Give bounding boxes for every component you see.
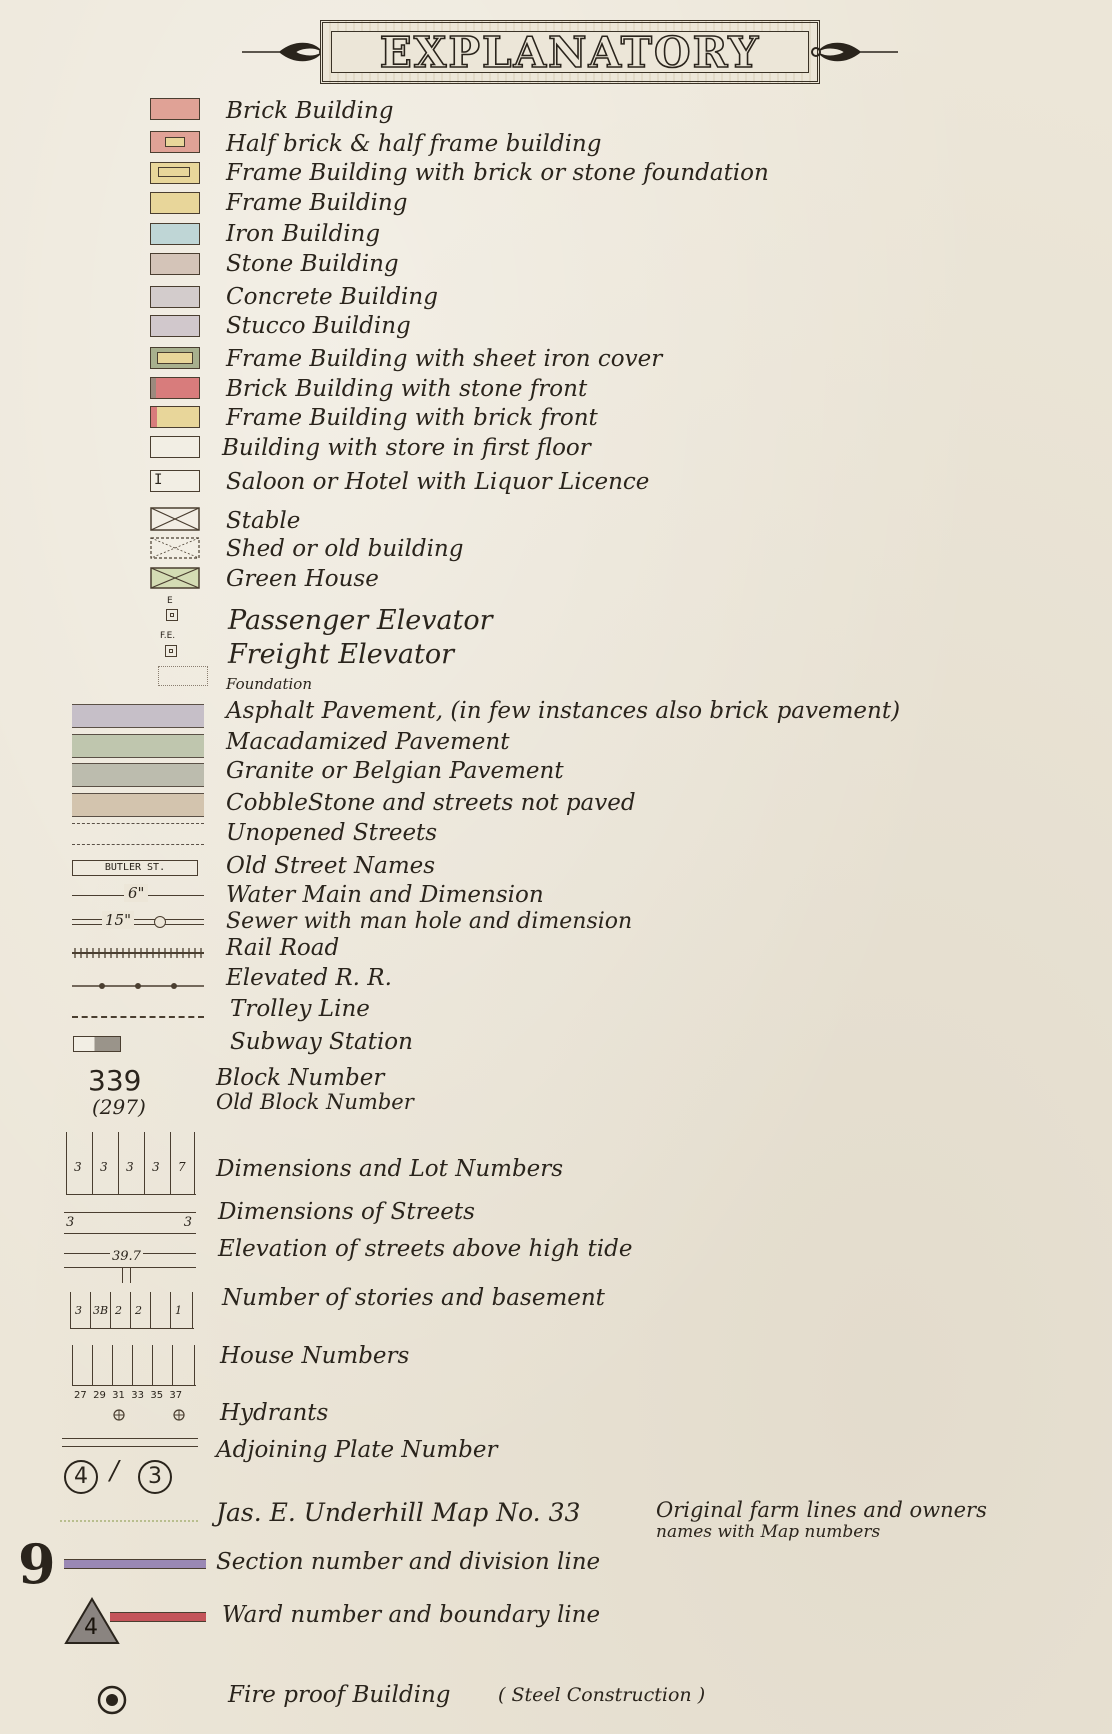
legend-label: Freight Elevator: [228, 639, 455, 670]
legend-label: Green House: [226, 566, 379, 592]
legend-label: Number of stories and basement: [222, 1285, 605, 1311]
story-mark: 3: [75, 1304, 82, 1317]
water-main-line: [72, 884, 204, 904]
lot-dimensions-icon: [66, 1132, 196, 1195]
legend-label: Concrete Building: [226, 284, 438, 310]
legend-label: Saloon or Hotel with Liquor Licence: [226, 469, 650, 495]
legend-label: Old Street Names: [226, 853, 436, 879]
stone-front-swatch: [150, 377, 200, 399]
plate-divider-mark: /: [110, 1456, 119, 1486]
legend-label: Brick Building with stone front: [226, 376, 588, 402]
half-brick-frame-swatch: [150, 131, 200, 153]
elevator-e-mark: E: [167, 596, 173, 606]
street-dimensions-icon: [64, 1212, 196, 1234]
trolley-line: [72, 1016, 204, 1018]
legend-label: Section number and division line: [216, 1549, 601, 1575]
legend-label: Passenger Elevator: [228, 605, 493, 636]
legend-label: Building with store in first floor: [222, 435, 591, 461]
legend-label: Jas. E. Underhill Map No. 33: [216, 1498, 581, 1527]
legend-label: Subway Station: [230, 1029, 413, 1055]
brick-swatch: [150, 98, 200, 120]
section-number: 9: [18, 1532, 56, 1596]
greenhouse-icon: [150, 567, 200, 589]
legend-label: Dimensions of Streets: [218, 1199, 475, 1225]
legend-label: Shed or old building: [226, 536, 464, 562]
store-swatch: [150, 436, 200, 458]
street-dimension-left: 3: [66, 1215, 75, 1230]
ward-number: 4: [84, 1615, 98, 1640]
macadam-line: [72, 734, 204, 758]
legend-label: Frame Building with brick or stone foundation: [226, 160, 769, 186]
legend-label: Frame Building with sheet iron cover: [226, 346, 663, 372]
elevated-line: [72, 979, 204, 993]
legend-label: Stucco Building: [226, 313, 411, 339]
frame-foundation-swatch: [150, 162, 200, 184]
lot-mark: 3: [152, 1160, 160, 1174]
legend-label: Hydrants: [220, 1400, 329, 1426]
old-block-number: (297): [92, 1095, 146, 1119]
stucco-swatch: [150, 315, 200, 337]
lot-mark: 3: [100, 1160, 108, 1174]
shed-icon: [150, 537, 200, 559]
legend-label: Frame Building with brick front: [226, 405, 598, 431]
legend-label: Macadamized Pavement: [226, 729, 510, 755]
legend-label: House Numbers: [220, 1343, 410, 1369]
legend-label: Asphalt Pavement, (in few instances also brick pavement): [226, 698, 901, 724]
subway-icon: [73, 1036, 121, 1052]
water-main-dimension: 6": [124, 884, 148, 902]
legend-label: Block Number: [216, 1065, 385, 1091]
plate-number-left: 4: [74, 1464, 88, 1489]
story-mark: 2: [115, 1304, 122, 1317]
section-line: [64, 1559, 206, 1569]
legend-label: Ward number and boundary line: [222, 1602, 601, 1628]
legend-label: Elevation of streets above high tide: [218, 1236, 633, 1262]
story-mark: 3B: [93, 1304, 109, 1317]
elevation-icon: [64, 1247, 196, 1285]
left-flourish-ornament: [240, 36, 330, 68]
saloon-swatch: [150, 470, 200, 492]
story-mark: 1: [175, 1304, 182, 1317]
block-number: 339: [88, 1064, 142, 1097]
elevation-value: 39.7: [112, 1249, 141, 1264]
house-numbers-icon: [72, 1345, 196, 1387]
legend-label: Sewer with man hole and dimension: [226, 909, 633, 934]
cobble-line: [72, 793, 204, 817]
sheet-iron-swatch: [150, 347, 200, 369]
legend-title-cartouche: [240, 14, 900, 90]
legend-label: Unopened Streets: [226, 820, 438, 846]
legend-label: Iron Building: [226, 221, 381, 247]
ward-line: [110, 1612, 206, 1622]
sewer-line: [72, 911, 204, 931]
legend-label: Water Main and Dimension: [226, 882, 544, 908]
adjoining-plate-icon: [62, 1436, 198, 1500]
stable-icon: [150, 507, 200, 531]
legend-label: Rail Road: [226, 935, 340, 961]
lot-mark: 3: [74, 1160, 82, 1174]
fireproof-icon: [96, 1684, 128, 1716]
legend-label: CobbleStone and streets not paved: [226, 790, 636, 816]
concrete-swatch: [150, 286, 200, 308]
legend-title: EXPLANATORY: [379, 27, 761, 77]
legend-label: Elevated R. R.: [226, 965, 392, 991]
story-mark: 2: [135, 1304, 142, 1317]
legend-label: Dimensions and Lot Numbers: [216, 1156, 564, 1182]
iron-swatch: [150, 223, 200, 245]
sewer-dimension: 15": [102, 911, 134, 929]
legend-label: Half brick & half frame building: [226, 131, 602, 157]
saloon-mark: I: [154, 472, 163, 488]
legend-label: Old Block Number: [216, 1090, 414, 1114]
lot-mark: 3: [126, 1160, 134, 1174]
hydrant-icon: [112, 1408, 192, 1422]
old-street-icon: [72, 860, 198, 876]
legend-label: Stable: [226, 508, 301, 534]
stories-icon: [70, 1292, 194, 1329]
foundation-icon: [158, 666, 208, 686]
asphalt-line: [72, 704, 204, 728]
unopened-line: [72, 823, 204, 845]
brick-front-swatch: [150, 406, 200, 428]
passenger-elevator-icon: [162, 596, 182, 626]
house-number-values: 27 29 31 33 35 37: [74, 1390, 183, 1401]
underhill-note-1: Original farm lines and owners: [656, 1498, 987, 1522]
lot-mark: 7: [178, 1160, 186, 1174]
railroad-line: [72, 945, 204, 961]
underhill-note-2: names with Map numbers: [656, 1522, 881, 1542]
underhill-line: [60, 1520, 198, 1522]
legend-label: Fire proof Building: [228, 1682, 451, 1708]
legend-label: Trolley Line: [230, 996, 370, 1022]
legend-label: Stone Building: [226, 251, 399, 277]
fireproof-note: ( Steel Construction ): [498, 1684, 706, 1706]
granite-line: [72, 763, 204, 787]
street-dimension-right: 3: [183, 1215, 192, 1230]
legend-label: Frame Building: [226, 190, 408, 216]
legend-label: Foundation: [226, 675, 313, 693]
legend-label: Granite or Belgian Pavement: [226, 758, 564, 784]
elevator-fe-mark: F.E.: [160, 631, 176, 641]
legend-label: Brick Building: [226, 98, 394, 124]
stone-swatch: [150, 253, 200, 275]
freight-elevator-icon: [158, 631, 186, 665]
plate-number-right: 3: [148, 1464, 162, 1489]
frame-swatch: [150, 192, 200, 214]
old-street-name: BUTLER ST.: [104, 862, 166, 873]
right-flourish-ornament: [810, 36, 900, 68]
legend-label: Adjoining Plate Number: [216, 1437, 498, 1463]
